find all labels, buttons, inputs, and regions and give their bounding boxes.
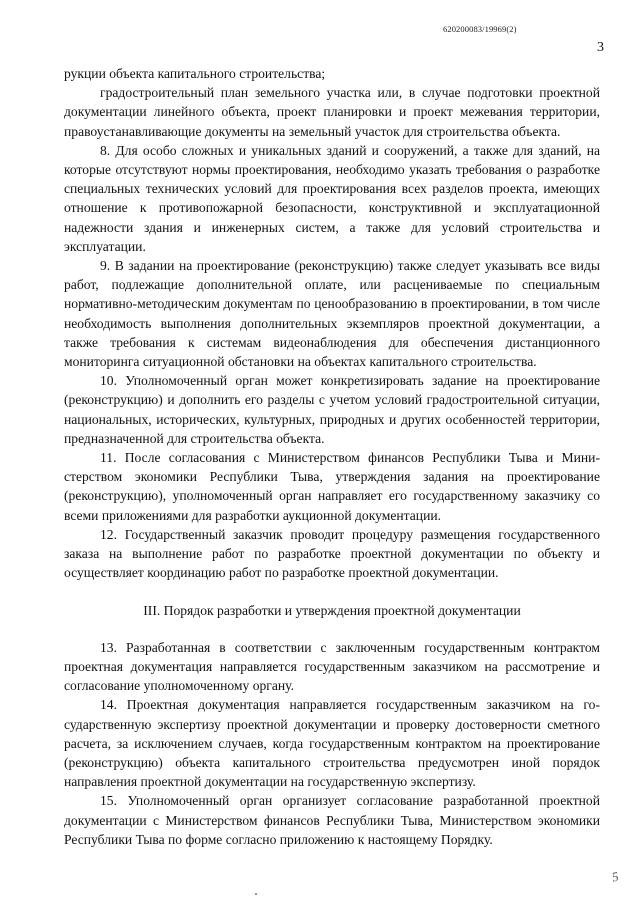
handwritten-initials: 5 xyxy=(610,868,620,885)
paragraph-item-11: 11. После согласования с Министерством финансов Республики Тыва и Министерством экономики Республики Тыва, утверждения задания на проектирование (реконструкцию), уполномоченный орган направляет его государственному заказчику со всеми приложениями для разработки аукционной документации. xyxy=(64,450,600,523)
paragraph-gradplan: градостроительный план земельного участка или, в случае подготовки проектной документации линейного объекта, проект планировки и проект межевания территории, правоустанавливающие документы на земельный участок для строительства объекта. xyxy=(64,85,600,139)
paragraph-item-10: 10. Уполномоченный орган может конкретизировать задание на проектирование (реконструкцию) и дополнить его разделы с учетом условий градостроительной ситуации, национальных, исторических, культурных, природных и других особенностей территории, предназначенной для строительства объекта. xyxy=(64,373,600,446)
paragraph-item-9: 9. В задании на проектирование (реконструкцию) также следует указывать все виды работ, подлежащие дополнительной оплате, или расцениваемые по специальным нормативно-методическим документам по ценообразованию в проектировании, в том числе необходимость выполнения дополнительных экземпляров проектной документации, а также требования к системам видеонаблюдения для обеспечения дистанционного мониторинга ситуационной обстановки на объектах капитального строительства. xyxy=(64,258,600,370)
paragraph-item-14: 14. Проектная документация направляется государственным заказчиком на государственную экспертизу проектной документации и проверку достоверности сметного расчета, за исключением случаев, когда государственным контрактом на проектирование (реконструкцию) объекта капитального строительства предусмотрен иной порядок направления проектной документации на государственную экспертизу. xyxy=(64,697,600,790)
paragraph-item-8: 8. Для особо сложных и уникальных зданий и сооружений, а также для зданий, на которые отсутствуют нормы проектирования, необходимо указать требования о разработке специальных технических условий для проектирования всех разделов проекта, имеющих отношение к противопожарной безопасности, конструктивной и эксплуатационной надежности здания и инженерных систем, а также для условий строительства и эксплуатации. xyxy=(64,142,600,254)
page-number: 3 xyxy=(597,40,604,55)
paragraph-item-13: 13. Разработанная в соответствии с заключенным государственным контрактом проектная документация направляется государственным заказчиком на рассмотрение и согласование уполномоченному органу. xyxy=(64,639,600,694)
document-body xyxy=(64,64,600,849)
document-code: 620200083/19969(2) xyxy=(443,24,517,34)
scan-speck xyxy=(255,893,257,895)
paragraph-continuation: рукции объекта капитального строительства; xyxy=(64,66,326,81)
section-heading: III. Порядок разработки и утверждения проектной документации xyxy=(143,603,521,619)
paragraph-item-15: 15. Уполномоченный орган организует согласование разработанной проектной документации с Министерством финансов Республики Тыва, Министерством экономики Республики Тыва по форме согласно приложению к настоящему Порядку. xyxy=(64,793,600,847)
paragraph-item-12: 12. Государственный заказчик проводит процедуру размещения государственного заказа на выполнение работ по разработке проектной документации по объекту и осуществляет координацию работ по разработке проектной документации. xyxy=(64,526,600,581)
